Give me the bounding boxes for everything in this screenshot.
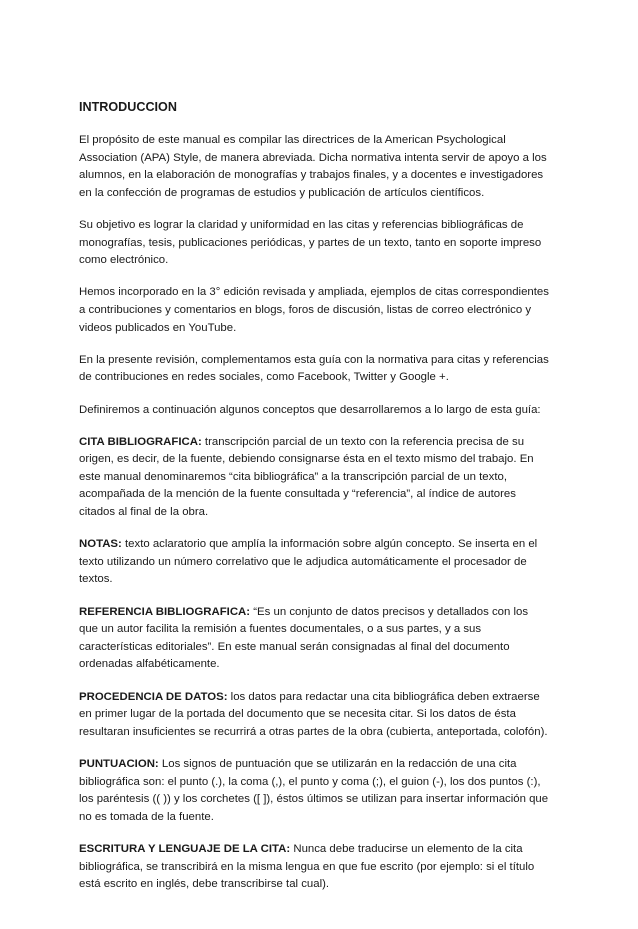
definition-text: Los signos de puntuación que se utilizarán en la redacción de una cita bibliográfica son: el punto (.), la coma (,), el punto y coma (;), el guion (-), los dos puntos (:), los paréntesis (( )) y los corchetes ([ ]), éstos últimos se utilizan para insertar información que no es tomada de la fuente.: [79, 757, 549, 823]
paragraph-objective: Su objetivo es lograr la claridad y uniformidad en las citas y referencias bibliográficas de monografías, tesis, publicaciones periódicas, y partes de un texto, tanto en soporte impreso como electrónico.: [79, 218, 542, 267]
definition-notas: [79, 536, 550, 589]
paragraph-edition: Hemos incorporado en la 3° edición revisada y ampliada, ejemplos de citas correspondientes a contribuciones y comentarios en blogs, foros de discusión, listas de correo electrónico y videos publicados en YouTube.: [79, 286, 549, 334]
definition-puntuacion: [79, 756, 550, 826]
definition-text: transcripción parcial de un texto con la referencia precisa de su origen, es decir, de la fuente, debiendo consignarse ésta en el texto mismo del trabajo. En este manual denominaremos “cita bibliográfica” a la transcripción parcial de un texto, acompañada de la mención de la fuente consultada y “referencia”, al índice de autores citados al final de la obra.: [79, 435, 534, 519]
paragraph-purpose: El propósito de este manual es compilar las directrices de la American Psychological Association (APA) Style, de manera abreviada. Dicha normativa intenta servir de apoyo a los alumnos, en la elaboración de monografías y trabajos finales, y a docentes e investigadores en la confección de programas de estudios y publicación de artículos científicos.: [79, 134, 547, 199]
definition-escritura-y-lenguaje: [79, 841, 550, 894]
paragraph-revision: En la presente revisión, complementamos esta guía con la normativa para citas y referencias de contribuciones en redes sociales, como Facebook, Twitter y Google +.: [79, 353, 549, 384]
definition-text: “Es un conjunto de datos precisos y detallados con los que un autor facilita la remisión a fuentes documentales, o a sus partes, y a sus características editoriales”. En este manual serán consignadas al final del documento ordenadas alfabéticamente.: [79, 605, 529, 671]
definition-term: PROCEDENCIA DE DATOS:: [79, 690, 228, 703]
definition-term: NOTAS:: [79, 538, 122, 551]
definition-text: Nunca debe traducirse un elemento de la cita bibliográfica, se transcribirá en la misma lengua en que fue escrito (por ejemplo: si el título está escrito en inglés, debe transcribirse tal cual).: [79, 842, 535, 891]
definition-text: los datos para redactar una cita bibliográfica deben extraerse en primer lugar de la portada del documento que se necesita citar. Si los datos de ésta resultaran insuficientes se recurrirá a otras partes de la obra (cubierta, anteportada, colofón).: [79, 690, 548, 738]
definition-cita-bibliografica: [79, 434, 550, 522]
definition-referencia-bibliografica: [79, 604, 550, 674]
definition-term: PUNTUACION:: [79, 757, 159, 770]
page-title: INTRODUCCION: [79, 100, 177, 114]
definition-procedencia-de-datos: [79, 689, 550, 742]
definition-term: CITA BIBLIOGRAFICA:: [79, 435, 202, 448]
definition-term: REFERENCIA BIBLIOGRAFICA:: [79, 605, 251, 618]
definition-term: ESCRITURA Y LENGUAJE DE LA CITA:: [79, 842, 291, 855]
paragraph-definitions-intro: Definiremos a continuación algunos conceptos que desarrollaremos a lo largo de esta guía:: [79, 403, 541, 416]
definition-text: texto aclaratorio que amplía la información sobre algún concepto. Se inserta en el texto utilizando un número correlativo que le adjudica automáticamente el procesador de textos.: [79, 538, 538, 586]
